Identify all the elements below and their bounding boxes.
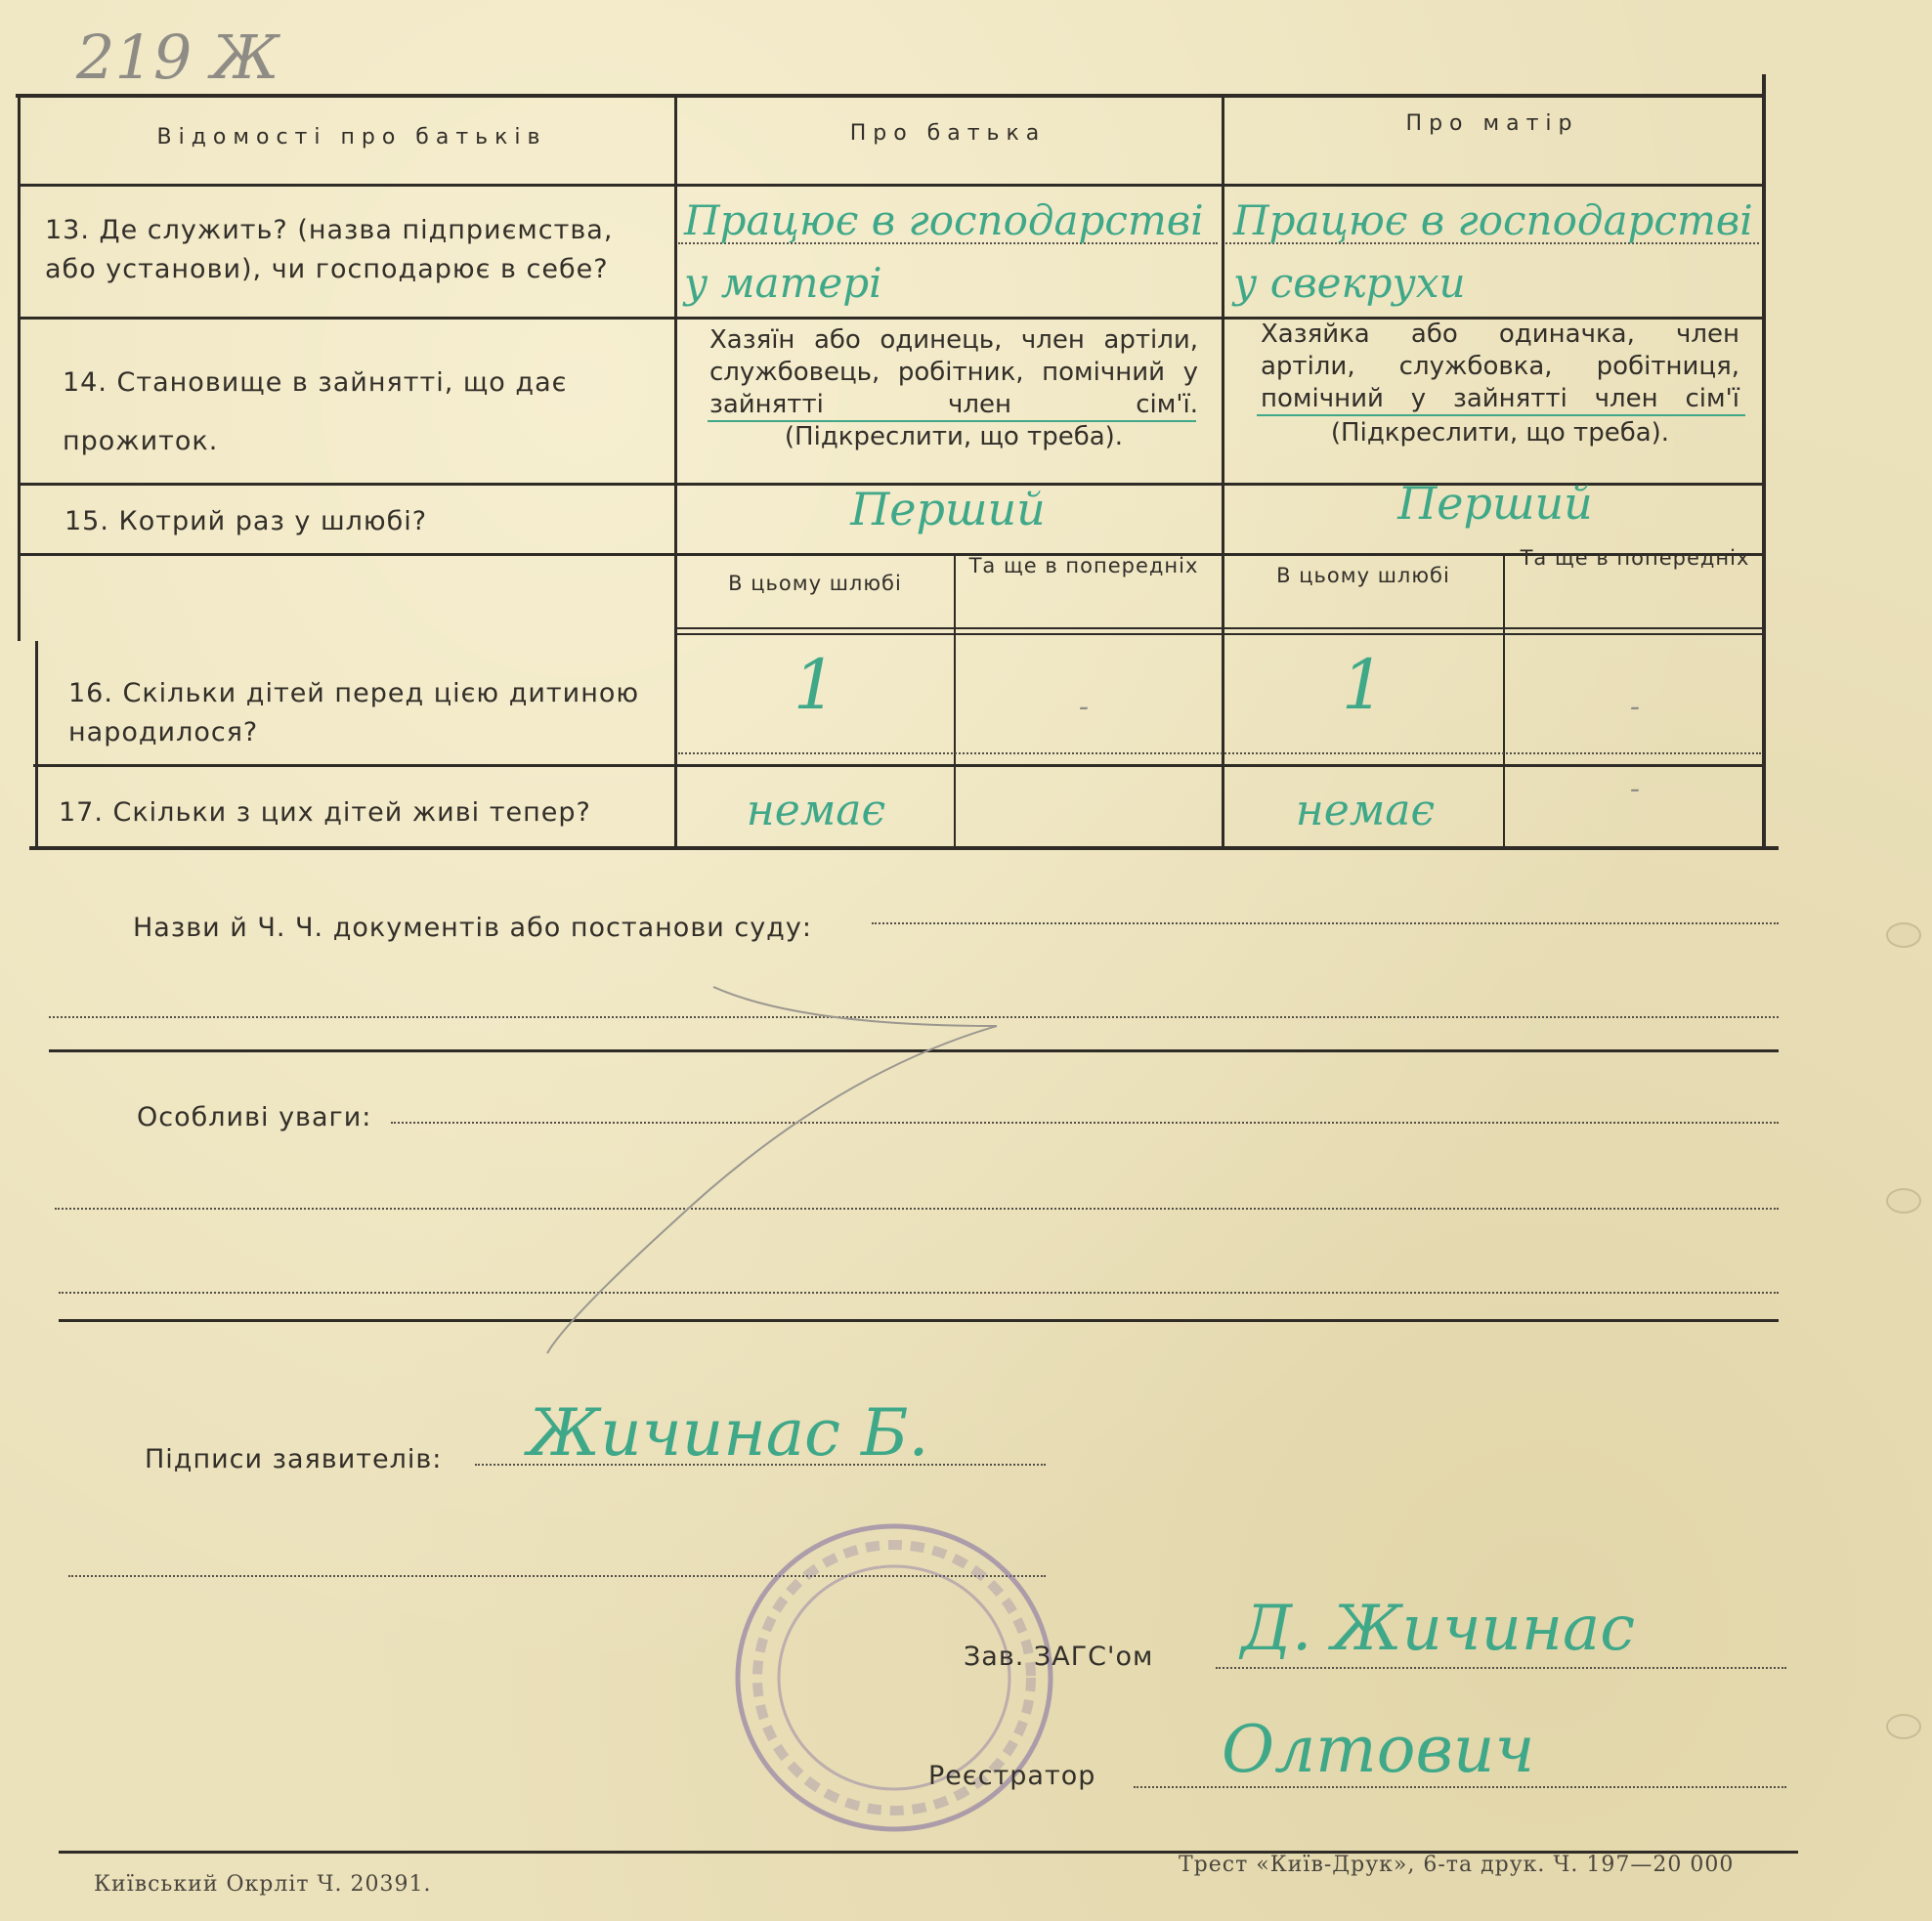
row-line-header	[18, 184, 1764, 187]
subheader-mother-this: В цьому шлюбі	[1276, 564, 1450, 587]
answer-16-father-prev: -	[1078, 690, 1090, 724]
header-father: Про батька	[849, 121, 1047, 146]
row-line-15	[18, 553, 1764, 556]
signatures-label: Підписи заявителів:	[145, 1444, 443, 1474]
subheader-mother-prev: Та ще в попередніх	[1520, 546, 1750, 570]
note-14-mother: (Підкреслити, що треба).	[1330, 418, 1670, 448]
col-divider-2	[1222, 94, 1224, 846]
answer-16-father-this: 1	[793, 645, 837, 725]
footer-left-imprint: Київський Окрліт Ч. 20391.	[94, 1872, 432, 1897]
answer-13-father: Працює в господарстві у матері	[684, 196, 1204, 307]
question-16: 16. Скільки дітей перед цією дитиною народилося?	[68, 678, 640, 747]
col-divider-father-sub	[954, 553, 956, 846]
row-line-16	[33, 764, 1764, 767]
subheader-father-prev: Та ще в попередніх	[968, 554, 1199, 577]
col-divider-mother-sub	[1503, 553, 1505, 846]
header-parents-info: Відомості про батьків	[156, 125, 547, 149]
row-line-subheader	[676, 627, 1764, 629]
documents-dotted-line	[872, 922, 1779, 924]
table-left-border-lower	[35, 641, 38, 848]
underline-14-mother	[1257, 414, 1745, 416]
notes-label: Особливі уваги:	[137, 1102, 372, 1132]
answer-15-father: Перший	[850, 483, 1046, 535]
pencil-strike-mark	[508, 967, 1016, 1358]
answer-17-mother-prev: -	[1629, 772, 1641, 806]
underline-14-father	[708, 420, 1196, 422]
binder-hole-2	[1886, 1188, 1921, 1214]
table-top-border	[16, 94, 1765, 98]
head-dotted-line	[1216, 1667, 1786, 1669]
options-14-father: Хазяїн або одинець, член артіли, службовець, робітник, помічний у зайнятті член сім'ї.	[709, 325, 1198, 419]
footer-right-imprint: Трест «Київ-Друк», 6-та друк. Ч. 197—20 000	[1179, 1853, 1735, 1877]
answer-16-mother-this: 1	[1341, 645, 1386, 725]
col-divider-1	[674, 94, 677, 846]
question-17: 17. Скільки з цих дітей живі тепер?	[59, 797, 591, 828]
question-13: 13. Де служить? (назва підприємства, або установи), чи господарює в себе?	[45, 215, 614, 284]
header-mother: Про матір	[1405, 111, 1579, 136]
table-left-border	[18, 94, 21, 641]
binder-hole-3	[1886, 1714, 1921, 1739]
answer-17-father-this: немає	[746, 786, 886, 835]
row-line-subheader-2	[676, 633, 1764, 635]
applicant-signature: Жичинас Б.	[528, 1395, 929, 1471]
question-14: 14. Становище в зайнятті, що дає прожиток.	[63, 367, 568, 456]
table-bottom-border	[29, 846, 1779, 850]
answer-15-mother: Перший	[1397, 477, 1593, 530]
documents-label: Назви й Ч. Ч. документів або постанови суду:	[133, 913, 812, 943]
answer-17-mother-this: немає	[1295, 786, 1436, 835]
options-14-mother: Хазяйка або одиначка, член артіли, службовка, робітниця, помічний у зайнятті член сім'ї	[1261, 320, 1739, 413]
answer-16-mother-prev: -	[1629, 690, 1641, 724]
head-label: Зав. ЗАГС'ом	[964, 1642, 1154, 1672]
head-signature: Д. Жичинас	[1241, 1593, 1636, 1665]
question-15: 15. Котрий раз у шлюбі?	[64, 506, 428, 536]
binder-hole-1	[1886, 922, 1921, 948]
table-right-border	[1762, 74, 1766, 846]
note-14-father: (Підкреслити, що треба).	[784, 422, 1124, 451]
dotted-16	[678, 752, 1761, 754]
answer-13-mother: Працює в господарстві у свекрухи	[1233, 196, 1753, 307]
subheader-father-this: В цьому шлюбі	[728, 572, 902, 595]
archive-number: 219 Ж	[76, 21, 279, 93]
registrar-label: Реєстратор	[928, 1761, 1096, 1791]
registrar-signature: Олтович	[1222, 1712, 1535, 1787]
